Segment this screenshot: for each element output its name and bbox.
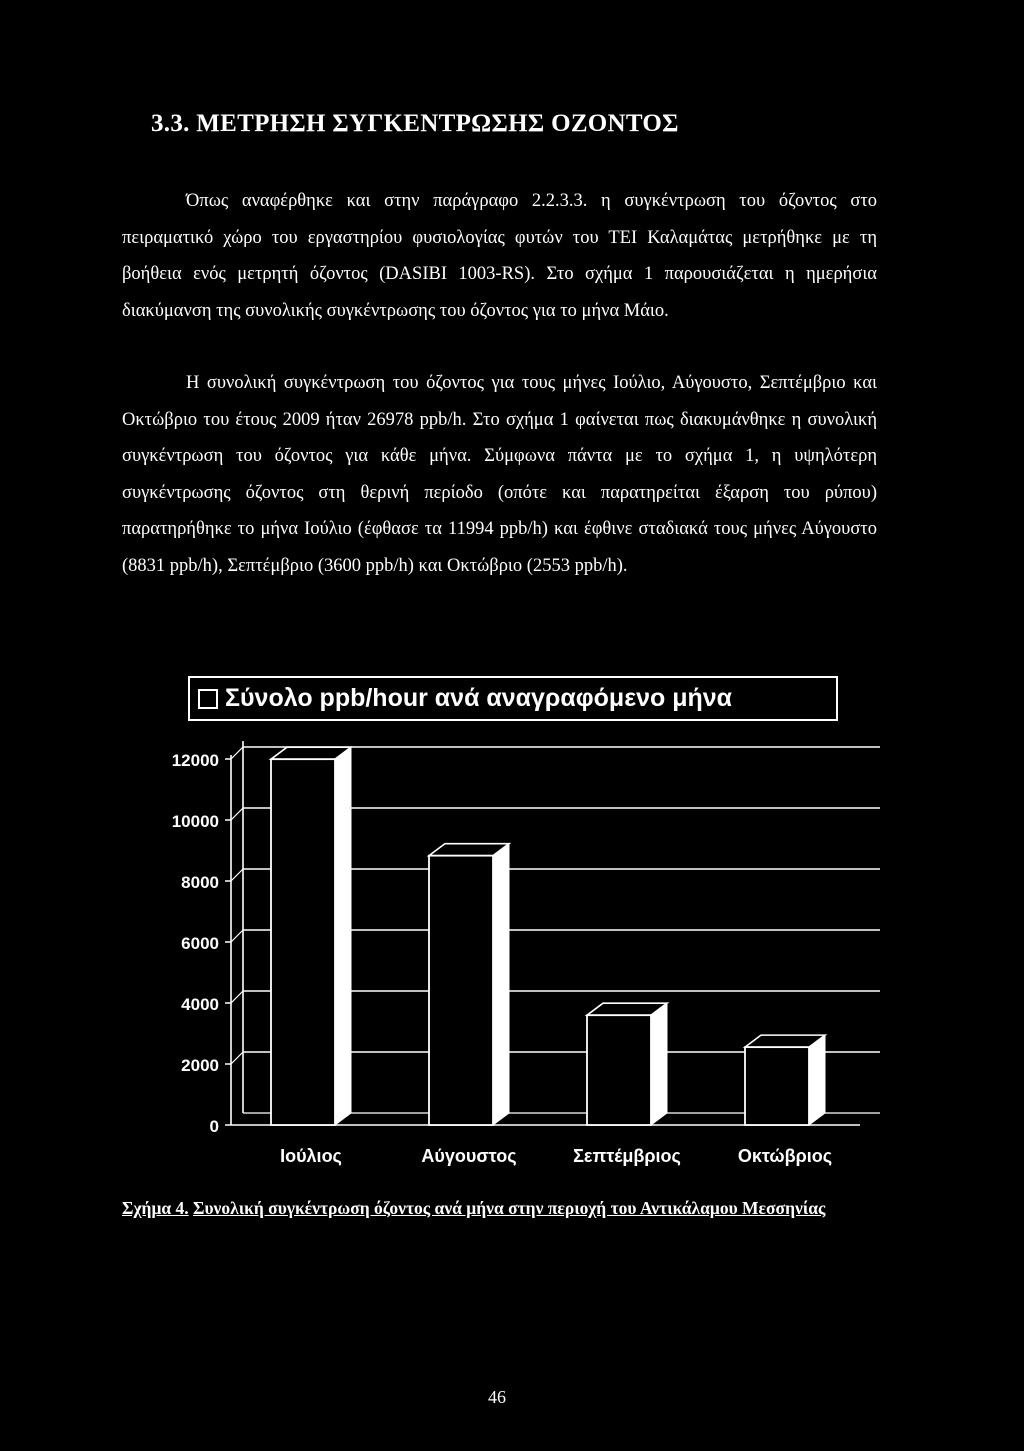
figure-caption-text: Συνολική συγκέντρωση όζοντος ανά μήνα στην περιοχή του Αντικάλαμου Μεσσηνίας (193, 1198, 826, 1218)
bar-side-2 (651, 1003, 667, 1125)
gridline-wall-10000 (231, 808, 243, 820)
y-tick-label-4000: 4000 (181, 995, 219, 1014)
y-tick-label-10000: 10000 (171, 812, 219, 831)
gridline-wall-8000 (231, 869, 243, 881)
y-tick-label-0: 0 (209, 1117, 219, 1136)
bar-side-0 (335, 747, 351, 1125)
bar-top-0 (271, 747, 351, 759)
bar-2 (587, 1015, 651, 1125)
bar-3 (745, 1047, 809, 1125)
gridline-wall-12000 (231, 747, 243, 759)
gridline-wall-6000 (231, 930, 243, 942)
gridline-wall-4000 (231, 991, 243, 1003)
paragraph-results: Η συνολική συγκέντρωση του όζοντος για τους μήνες Ιούλιο, Αύγουστο, Σεπτέμβριο και Οκτώβριο του έτους 2009 ήταν 26978 ppb/h. Στο σχήμα 1 φαίνεται πως διακυμάνθηκε η συνολική συγκέντρωση του όζοντος για κάθε μήνα. Σύμφωνα πάντα με το σχήμα 1, η υψηλότερη συγκέντρωσης όζοντος στη θερινή περίοδο (οπότε και παρατηρείται έξαρση του ρύπου) παρατηρήθηκε το μήνα Ιούλιο (έφθασε τα 11994 ppb/h) και έφθινε σταδιακά τους μήνες Αύγουστο (8831 ppb/h), Σεπτέμβριο (3600 ppb/h) και Οκτώβριο (2553 ppb/h). (122, 373, 877, 576)
x-tick-label-1: Αύγουστος (421, 1146, 517, 1166)
legend-swatch-icon (198, 689, 218, 709)
x-tick-label-0: Ιούλιος (280, 1146, 342, 1166)
bar-side-1 (493, 844, 509, 1125)
paragraph-intro: Όπως αναφέρθηκε και στην παράγραφο 2.2.3.3. η συγκέντρωση του όζοντος στο πειραματικό χώρο του εργαστηρίου φυσιολογίας φυτών του ΤΕΙ Καλαμάτας μετρήθηκε με τη βοήθεια ενός μετρητή όζοντος (DASIBI 1003-RS). Στο σχήμα 1 παρουσιάζεται η ημερήσια διακύμανση της συνολικής συγκέντρωσης του όζοντος για το μήνα Μάιο. (122, 191, 877, 321)
y-tick-label-12000: 12000 (171, 751, 219, 770)
bar-top-3 (745, 1035, 825, 1047)
x-tick-label-2: Σεπτέμβριος (573, 1146, 681, 1166)
section-heading: 3.3. ΜΕΤΡΗΣΗ ΣΥΓΚΕΝΤΡΩΣΗΣ ΟΖΟΝΤΟΣ (151, 110, 679, 137)
bar-top-2 (587, 1003, 667, 1015)
y-tick-label-2000: 2000 (181, 1056, 219, 1075)
bar-1 (429, 856, 493, 1125)
bar-0 (271, 759, 335, 1125)
page-number: 46 (488, 1387, 506, 1407)
bar-side-3 (809, 1035, 825, 1125)
bar-top-1 (429, 844, 509, 856)
figure-caption (122, 1190, 882, 1226)
chart-legend (188, 676, 838, 721)
figure-label: Σχήμα 4. (122, 1198, 189, 1218)
gridline-wall-2000 (231, 1052, 243, 1064)
legend-label: Σύνολο ppb/hour ανά αναγραφόμενο μήνα (225, 684, 733, 712)
y-tick-label-6000: 6000 (181, 934, 219, 953)
x-tick-label-3: Οκτώβριος (737, 1146, 833, 1166)
y-tick-label-8000: 8000 (181, 873, 219, 892)
